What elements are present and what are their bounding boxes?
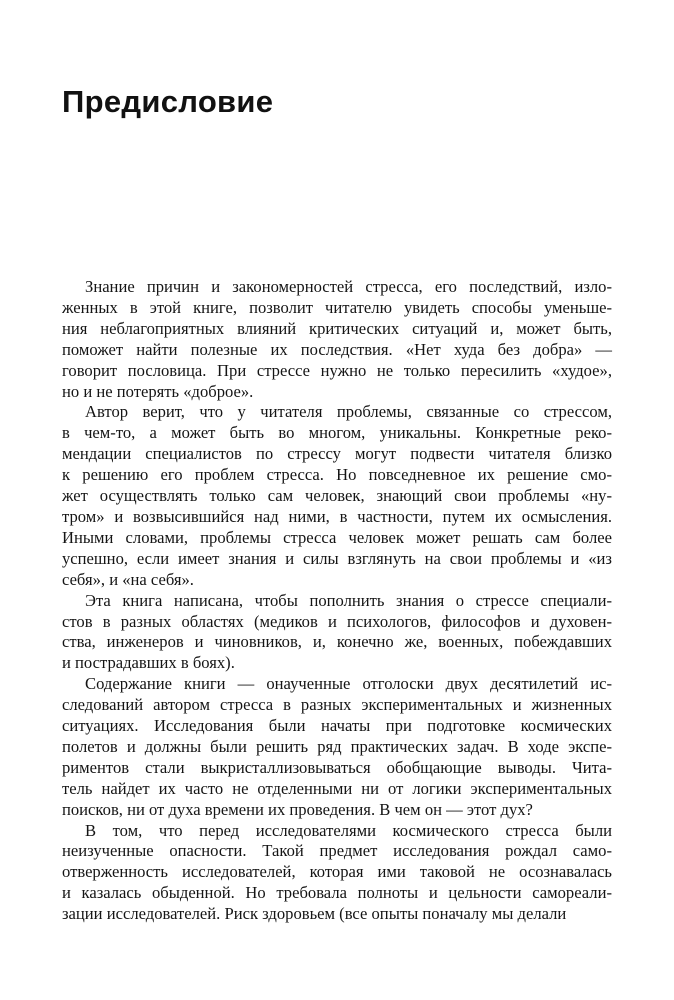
text-line: мендации специалистов по стрессу могут подвести читателя близко [62,444,612,464]
text-line: но и не потерять «доброе». [62,381,254,401]
text-line: Иными словами, проблемы стресса человек может решать сам более [62,527,612,547]
text-line: Автор верит, что у читателя проблемы, связанные со стрессом, [85,402,612,422]
text-line: к решению его проблем стресса. Но повседневное их решение смо- [62,465,612,485]
text-line: жет осуществлять только сам человек, знающий свои проблемы «ну- [62,486,612,506]
text-line: зации исследователей. Риск здоровьем (все опыты поначалу мы делали [62,904,567,924]
text-line: успешно, если имеет знания и силы взглянуть на свои проблемы и «из [62,548,612,568]
text-line: женных в этой книге, позволит читателю увидеть способы уменьше- [62,297,612,317]
text-line: риментов стали выкристаллизовываться обобщающие выводы. Чита- [62,757,612,777]
text-line: В том, что перед исследователями космического стресса были [85,820,612,840]
text-line: ства, инженеров и чиновников, и, конечно же, военных, побеждавших [62,632,612,652]
paragraph [62,277,612,402]
text-line: и пострадавших в боях). [62,653,235,673]
paragraph [62,591,612,675]
text-line: ния неблагоприятных влияний критических ситуаций и, может быть, [62,318,612,338]
text-line: себя», и «на себя». [62,569,194,589]
text-line: Эта книга написана, чтобы пополнить знания о стрессе специали- [85,590,612,610]
text-line: отверженность исследователей, которая ими таковой не осознавалась [62,862,612,882]
text-line: ситуациях. Исследования были начаты при подготовке космических [62,716,612,736]
text-line: неизученные опасности. Такой предмет исследования рождал само- [62,841,612,861]
paragraph [62,821,612,926]
text-line: и казалась обыденной. Но требовала полноты и цельности самореали- [62,883,612,903]
paragraph [62,402,612,590]
text-line: говорит пословица. При стрессе нужно не только пересилить «худое», [62,360,612,380]
text-line: поможет найти полезные их последствия. «Нет худа без добра» — [62,339,612,359]
text-line: Содержание книги — онаученные отголоски двух десятилетий ис- [85,674,612,694]
text-line: стов в разных областях (медиков и психологов, философов и духовен- [62,611,612,631]
text-line: в чем-то, а может быть во многом, уникальны. Конкретные реко- [62,423,612,443]
paragraph [62,674,612,820]
text-line: полетов и должны были решить ряд практических задач. В ходе экспе- [62,736,612,756]
text-line: тель найдет их часто не отделенными ни от логики экспериментальных [62,778,612,798]
text-line: поисков, ни от духа времени их проведения. В чем он — этот дух? [62,799,533,819]
text-line: Знание причин и закономерностей стресса, его последствий, изло- [85,277,612,296]
page-body [62,277,612,925]
text-line: следований автором стресса в разных экспериментальных и жизненных [62,695,612,715]
text-line: тром» и возвысившийся над ними, в частности, путем их осмысления. [62,506,612,526]
page-title: Предисловие [62,84,274,119]
